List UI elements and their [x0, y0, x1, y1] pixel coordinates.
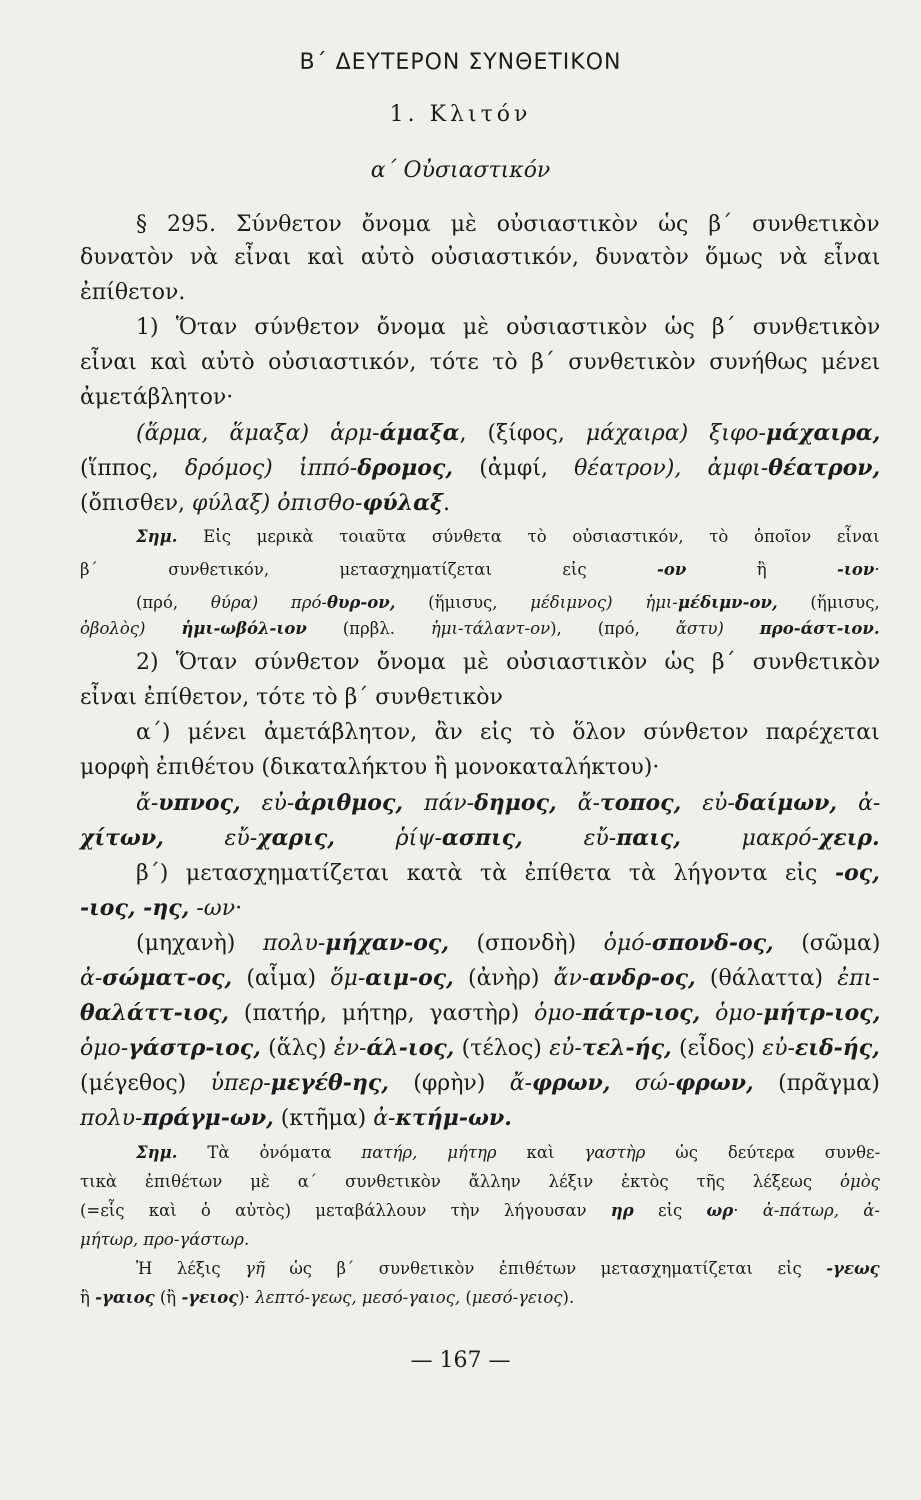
text-run: (αἷμα): [232, 966, 331, 991]
text-run: (πατήρ, μήτηρ, γαστὴρ): [229, 1001, 535, 1026]
text-run: , (ξίφος,: [459, 421, 586, 446]
text-run: (πρό,: [136, 593, 211, 612]
text-run: (εἶδος): [671, 1036, 763, 1061]
text-run: (ἢ: [154, 1288, 182, 1307]
text-run: -γεως: [826, 1259, 880, 1278]
text-run: ἡμι-τάλαντ-ον: [430, 619, 551, 638]
text-run: (ἥμισυς,: [395, 593, 531, 612]
text-line: [80, 619, 880, 638]
text-line: [136, 420, 880, 446]
text-line: [80, 245, 880, 270]
text-run: -ιος, -ης,: [80, 895, 190, 921]
text-run: ὁμο-: [534, 1001, 583, 1026]
text-line: [80, 1105, 512, 1131]
text-run: υπνος,: [158, 790, 241, 816]
text-run: μήχαν-ος,: [325, 930, 449, 956]
text-run: πάν-: [403, 791, 475, 816]
text-run: μορφὴ ἐπιθέτου (δικαταλήκτου ἢ μονοκαταλήκτου)·: [80, 755, 660, 780]
text-run: -ος,: [834, 860, 880, 886]
text-run: ·: [733, 1201, 763, 1220]
text-run: αιμ-ος,: [365, 965, 454, 991]
text-run: γαστὴρ: [584, 1143, 646, 1162]
text-line: [80, 1070, 880, 1096]
text-run: 2) Ὅταν σύνθετον ὄνομα μὲ οὐσιαστικὸν ὡς β΄ συνθετικὸν: [136, 650, 881, 675]
text-run: πράγμ-ων,: [142, 1105, 274, 1131]
text-line: [136, 720, 880, 745]
text-run: (ἅλς): [260, 1036, 334, 1061]
text-run: ὀβολὸς): [80, 619, 182, 638]
text-run: ), (πρό,: [550, 619, 676, 638]
text-run: -ων: [196, 896, 236, 921]
text-run: λεπτό-γεως, μεσό-γαιος,: [255, 1288, 461, 1307]
text-run: πολυ-: [262, 931, 326, 956]
text-line: [80, 455, 880, 481]
text-run: .: [443, 491, 451, 516]
text-run: εὐ-: [681, 791, 735, 816]
text-run: ἄ-: [509, 1071, 533, 1096]
text-line: [80, 1288, 574, 1307]
text-run: εἶναι ἐπίθετον, τότε τὸ β΄ συνθετικὸν: [80, 685, 503, 710]
text-run: Σημ.: [136, 1143, 178, 1162]
text-run: μήτρ-ιος,: [763, 1000, 881, 1026]
subsection-title: α΄ Οὐσιαστικόν: [370, 158, 551, 183]
text-run: γῆ: [245, 1259, 265, 1278]
text-run: γάστρ-ιος,: [128, 1035, 261, 1061]
text-run: μήτωρ, προ-γάστωρ.: [80, 1230, 250, 1249]
text-line: [80, 280, 185, 305]
text-run: μακρό-: [680, 826, 819, 851]
text-line: [136, 650, 880, 675]
text-run: -γαιος: [95, 1288, 155, 1307]
text-run: χίτων,: [80, 825, 164, 851]
text-line: [136, 212, 880, 237]
text-run: εἰς: [633, 1201, 707, 1220]
text-run: κτήμ-ων.: [395, 1105, 512, 1131]
text-run: ἀριθμος,: [294, 790, 403, 816]
text-run: ὑπερ-: [210, 1071, 271, 1096]
text-run: ῥίψ-: [334, 826, 442, 851]
text-run: άμαξα: [379, 420, 460, 446]
text-run: (πρᾶγμα): [753, 1071, 880, 1096]
text-run: ὁμο-: [715, 1001, 764, 1026]
text-run: τικὰ ἐπιθέτων μὲ α΄ συνθετικὸν ἄλλην λέξιν ἐκτὸς τῆς λέξεως: [80, 1172, 841, 1191]
text-line: [80, 490, 450, 516]
text-run: ηρ: [610, 1201, 634, 1220]
text-line: [80, 895, 242, 921]
text-run: ὁμο-: [80, 1036, 129, 1061]
text-run: καὶ: [496, 1143, 585, 1162]
text-run: (ἅρμα,: [136, 421, 230, 446]
text-line: [80, 1230, 249, 1249]
text-run: δαίμων,: [734, 790, 838, 816]
text-run: ἐπι-: [837, 966, 880, 991]
text-run: ὁμὸς: [840, 1172, 880, 1191]
text-run: μεσό-γειος: [471, 1288, 563, 1307]
text-run: φύλαξ: [362, 490, 444, 516]
text-run: θαλάττ-ιος,: [80, 1000, 230, 1026]
text-run: άλ-ιος,: [366, 1035, 455, 1061]
text-run: Τὰ ὀνόματα: [177, 1143, 362, 1162]
text-run: § 295. Σύνθετον ὄνομα μὲ οὐσιαστικὸν ὡς β΄ συνθετικὸν: [136, 212, 880, 237]
text-run: (τέλος): [454, 1036, 550, 1061]
text-run: ἀ-: [373, 1106, 396, 1131]
text-run: (: [460, 1288, 472, 1307]
text-line: [136, 527, 880, 546]
text-run: (σῶμα): [773, 931, 881, 956]
text-run: Ἡ λέξις: [136, 1259, 246, 1278]
text-run: εὔ-: [522, 826, 617, 851]
text-line: [136, 860, 880, 886]
text-run: εὐ-: [549, 1036, 582, 1061]
text-run: (ἥμισυς,: [777, 593, 880, 612]
text-run: ἢ: [80, 1288, 96, 1307]
text-run: ἀ-πάτωρ, ἀ-: [762, 1201, 880, 1220]
text-run: δυνατὸν νὰ εἶναι καὶ αὐτὸ οὐσιαστικόν, δυνατὸν ὅμως νὰ εἶναι: [80, 245, 881, 270]
text-run: ὁμό-: [603, 931, 652, 956]
text-run: πολυ-: [80, 1106, 143, 1131]
text-run: μεγέθ-ης,: [270, 1070, 389, 1096]
text-run: ἄστυ): [675, 619, 760, 638]
text-run: πάτρ-ιος,: [582, 1000, 701, 1026]
text-run: Σημ.: [136, 527, 178, 546]
text-run: (μηχανὴ): [136, 931, 263, 956]
text-run: φρων,: [532, 1070, 611, 1096]
text-run: δρομος,: [357, 455, 453, 481]
text-run: β΄ συνθετικόν, μετασχηματίζεται εἰς: [80, 560, 658, 579]
text-line: [80, 1035, 880, 1061]
text-run: ἀ-: [80, 966, 103, 991]
text-run: 1) Ὅταν σύνθετον ὄνομα μὲ οὐσιαστικὸν ὡς β΄ συνθετικὸν: [136, 315, 881, 340]
text-run: παις,: [616, 825, 681, 851]
part-title: Β΄ ΔΕΥΤΕΡΟΝ ΣΥΝΘΕΤΙΚΟΝ: [299, 50, 622, 75]
text-run: εὐ-: [762, 1036, 795, 1061]
text-run: α΄) μένει ἀμετάβλητον, ἂν εἰς τὸ ὅλον σύνθετον παρέχεται: [136, 720, 880, 745]
text-run: ἀμετάβλητον·: [80, 385, 234, 410]
text-run: ὅμ-: [330, 966, 366, 991]
text-run: χειρ.: [818, 825, 880, 851]
text-run: θύρα) πρό-: [210, 593, 327, 612]
text-run: ·: [235, 896, 243, 921]
text-run: δρόμος) ἱππό-: [184, 456, 358, 481]
text-run: ἅμαξα): [229, 421, 331, 446]
text-run: ἁρμ-: [330, 421, 380, 446]
text-run: πατήρ, μήτηρ: [361, 1143, 497, 1162]
text-line: [80, 385, 233, 410]
text-line: [136, 790, 880, 816]
text-run: (σπονδὴ): [448, 931, 604, 956]
text-run: ἡμι-ωβόλ-ιον: [181, 619, 307, 638]
text-line: [136, 1143, 880, 1162]
text-run: σώ-: [634, 1071, 676, 1096]
text-run: μάχαιρα,: [765, 420, 881, 446]
text-run: δημος,: [474, 790, 557, 816]
text-line: [80, 685, 503, 710]
text-run: β΄) μετασχηματίζεται κατὰ τὰ ἐπίθετα τὰ λήγοντα εἰς: [136, 861, 835, 886]
text-line: [80, 560, 880, 579]
text-run: θυρ-ον,: [326, 593, 396, 612]
text-run: (κτῆμα): [273, 1106, 374, 1131]
text-run: ὡς δεύτερα συνθε-: [645, 1143, 881, 1162]
text-line: [80, 1201, 880, 1220]
text-run: φύλαξ) ὀπισθο-: [191, 491, 363, 516]
text-run: μέδιμνος) ἡμι-: [530, 593, 678, 612]
section-title: 1. Κλιτόν: [389, 102, 532, 127]
text-run: (θάλαττα): [695, 966, 838, 991]
text-run: (ὄπισθεν,: [80, 491, 192, 516]
text-run: τοπος,: [599, 790, 682, 816]
text-run: ειδ-ής,: [794, 1035, 880, 1061]
text-run: ἄ-: [556, 791, 600, 816]
text-run: (=εἷς καὶ ὁ αὐτὸς) μεταβάλλουν τὴν λήγουσαν: [80, 1201, 611, 1220]
text-line: [80, 825, 880, 851]
text-line: [80, 965, 880, 991]
text-run: ἐν-: [333, 1036, 367, 1061]
text-run: -γειος: [181, 1288, 239, 1307]
text-run: -ιον: [837, 560, 875, 579]
text-run: θέατρον,: [768, 455, 881, 481]
text-run: εὔ-: [163, 826, 258, 851]
text-run: σώματ-ος,: [102, 965, 233, 991]
text-run: [610, 1071, 634, 1096]
text-run: (φρὴν): [388, 1071, 510, 1096]
text-run: ἐπίθετον.: [80, 280, 186, 305]
text-run: χαρις,: [257, 825, 335, 851]
page-number: — 167 —: [410, 1348, 511, 1373]
text-run: τελ-ής,: [581, 1035, 672, 1061]
text-line: [80, 350, 880, 375]
text-line: [136, 315, 880, 340]
text-run: ἄν-: [553, 966, 590, 991]
text-run: μάχαιρα) ξιφο-: [585, 421, 766, 446]
text-run: εἶναι καὶ αὐτὸ οὐσιαστικόν, τότε τὸ β΄ συνθετικὸν συνήθως μένει: [80, 350, 881, 375]
text-run: μέδιμν-ον,: [677, 593, 778, 612]
text-run: (ἵππος,: [80, 456, 185, 481]
text-line: [136, 593, 880, 612]
text-line: [80, 1172, 880, 1191]
text-run: (ἀνὴρ): [453, 966, 554, 991]
text-run: ·: [874, 560, 880, 579]
text-run: (ἀμφί,: [453, 456, 575, 481]
text-line: [80, 1000, 880, 1026]
text-run: ὡς β΄ συνθετικὸν ἐπιθέτων μετασχηματίζεται εἰς: [264, 1259, 827, 1278]
text-run: [700, 1001, 715, 1026]
text-run: ανδρ-ος,: [589, 965, 696, 991]
text-run: φρων,: [675, 1070, 754, 1096]
text-run: Εἰς μερικὰ τοιαῦτα σύνθετα τὸ οὐσιαστικόν, τὸ ὁποῖον εἶναι: [177, 527, 880, 546]
text-run: (μέγεθος): [80, 1071, 211, 1096]
text-run: (πρβλ.: [306, 619, 431, 638]
text-run: σπονδ-ος,: [651, 930, 774, 956]
text-run: εὐ-: [240, 791, 295, 816]
text-run: προ-άστ-ιον.: [759, 619, 880, 638]
text-run: θέατρον), ἀμφι-: [574, 456, 769, 481]
text-run: -ον: [657, 560, 687, 579]
text-line: [80, 755, 659, 780]
text-run: ασπις,: [441, 825, 523, 851]
text-run: ).: [562, 1288, 575, 1307]
text-run: ἄ-: [136, 791, 159, 816]
text-run: )·: [238, 1288, 256, 1307]
text-line: [136, 1259, 880, 1278]
text-run: ἢ: [686, 560, 838, 579]
text-run: ἀ-: [837, 791, 881, 816]
text-line: [136, 930, 880, 956]
text-run: ωρ: [706, 1201, 734, 1220]
